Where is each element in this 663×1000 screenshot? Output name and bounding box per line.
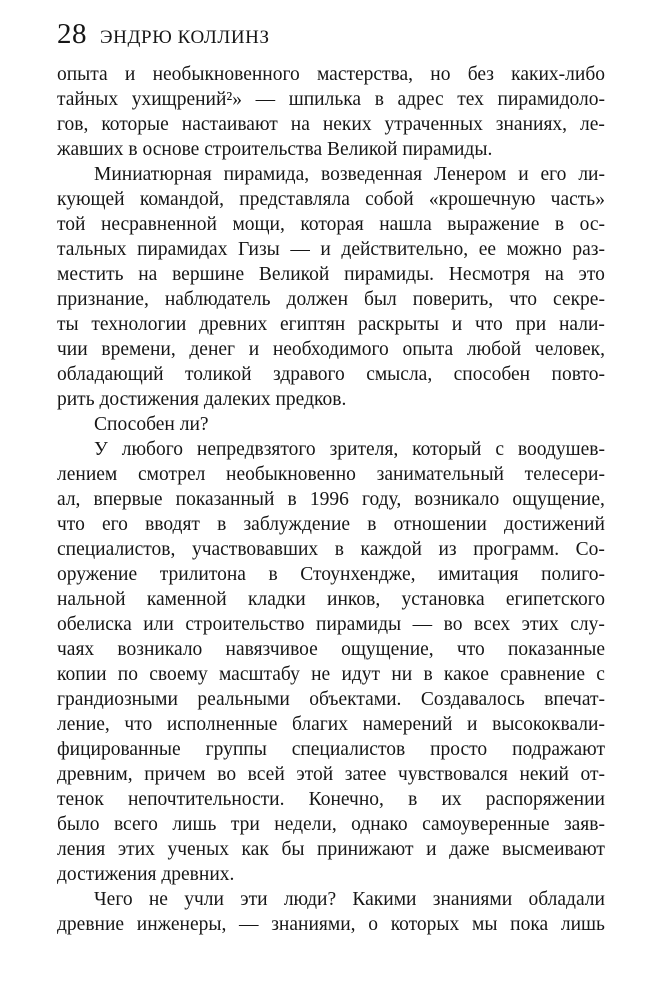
text-line: специалистов, участвовавших в каждой из программ. Со- [57,539,605,560]
text-line: рить достижения далеких предков. [57,389,347,410]
text-line: древним, причем во всей этой затее чувствовался некий от- [57,764,605,785]
text-line: тальных пирамидах Гизы — и действительно, ее можно раз- [57,239,605,260]
paragraph [57,62,605,162]
text-line: ал, впервые показанный в 1996 году, возникало ощущение, [57,489,605,510]
text-line: копии по своему масштабу не идут ни в какое сравнение с [57,664,605,685]
text-line: что его вводят в заблуждение в отношении достижений [57,514,605,535]
text-line: ление, что исполненные благих намерений и высококвали- [57,714,605,735]
text-line: было всего лишь три недели, однако самоуверенные заяв- [57,814,605,835]
text-line: нальной каменной кладки инков, установка египетского [57,589,605,610]
text-line: обелиска или строительство пирамиды — во всех этих слу- [57,614,605,635]
page-number: 28 [57,18,87,50]
running-title: ЭНДРЮ КОЛЛИНЗ [100,27,270,48]
text-line: гов, которые настаивают на неких утраченных знаниях, ле- [57,114,605,135]
text-line: признание, наблюдатель должен был поверить, что секре- [57,289,605,310]
page-header [57,18,270,51]
text-line: опыта и необыкновенного мастерства, но без каких-либо [57,64,605,85]
text-line: ления этих ученых как бы принижают и даже высмеивают [57,839,605,860]
paragraph [57,887,605,937]
paragraph [57,437,605,887]
text-line: чии времени, денег и необходимого опыта любой человек, [57,339,605,360]
text-line: местить на вершине Великой пирамиды. Несмотря на это [57,264,605,285]
text-line: жавших в основе строительства Великой пирамиды. [57,139,493,160]
paragraph [57,412,605,437]
text-line: Миниатюрная пирамида, возведенная Ленером и его ли- [94,164,605,185]
text-line: обладающий толикой здравого смысла, способен повто- [57,364,605,385]
text-line: лением смотрел необыкновенно занимательный телесери- [57,464,605,485]
text-line: той несравненной мощи, которая нашла выражение в ос- [57,214,605,235]
text-line: тенок непочтительности. Конечно, в их распоряжении [57,789,605,810]
text-line: кующей командой, представляла собой «крошечную часть» [57,189,605,210]
paragraph [57,162,605,412]
text-line: У любого непредвзятого зрителя, который с воодушев- [94,439,605,460]
text-line: оружение трилитона в Стоунхендже, имитация полиго- [57,564,605,585]
text-line: достижения древних. [57,864,235,885]
text-line: Способен ли? [94,414,209,435]
text-line: древние инженеры, — знаниями, о которых мы пока лишь [57,914,605,935]
body-text [57,62,605,937]
text-line: тайных ухищрений²» — шпилька в адрес тех пирамидоло- [57,89,605,110]
text-line: чаях возникало навязчивое ощущение, что показанные [57,639,605,660]
text-line: Чего не учли эти люди? Какими знаниями обладали [94,889,605,910]
text-line: ты технологии древних египтян раскрыты и что при нали- [57,314,605,335]
text-line: грандиозными реальными объектами. Создавалось впечат- [57,689,605,710]
text-line: фицированные группы специалистов просто подражают [57,739,605,760]
